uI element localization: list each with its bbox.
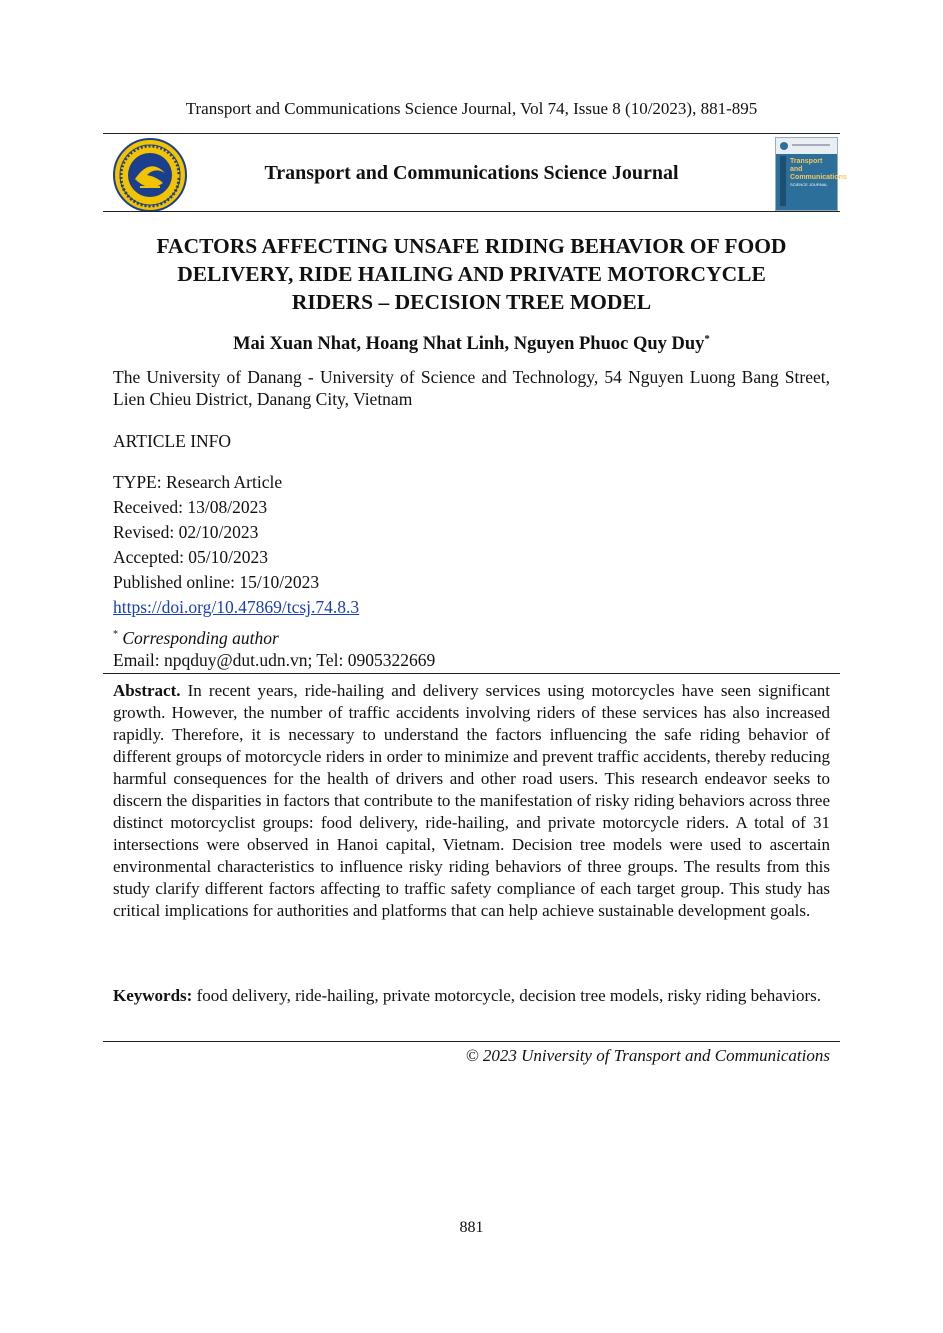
affiliation: The University of Danang - University of Science and Technology, 54 Nguyen Luong Bang Street, Lien Chieu District, Danang City, Vietnam <box>113 367 830 409</box>
contact-email: Email: npqduy@dut.udn.vn; Tel: 0905322669 <box>113 650 436 670</box>
journal-title: Transport and Communications Science Journal <box>264 162 679 184</box>
article-type: TYPE: Research Article <box>113 472 283 492</box>
abstract <box>113 680 830 922</box>
abstract-text: In recent years, ride-hailing and delivery services using motorcycles have seen significant growth. However, the number of traffic accidents involving riders of these services has also increased rapidly. Therefore, it is necessary to understand the factors influencing the safe riding behavior of different groups of motorcycle riders in order to minimize and prevent traffic accidents, thereby reducing harmful consequences for the health of drivers and other road users. This research endeavor seeks to discern the disparities in factors that contribute to the manifestation of risky riding behaviors across three distinct motorcyclist groups: food delivery, ride-hailing, and private motorcycle riders. A total of 31 intersections were observed in Hanoi capital, Vietnam. Decision tree models were used to ascertain environmental characteristics to influence risky riding behaviors of three groups. The results from this study clarify different factors affecting to traffic safety compliance of each target group. This study has critical implications for authorities and platforms that can help achieve sustainable development goals. <box>113 681 830 920</box>
abstract-label: Abstract. <box>113 681 181 700</box>
article-info-heading: ARTICLE INFO <box>113 431 232 451</box>
author-names: Mai Xuan Nhat, Hoang Nhat Linh, Nguyen Phuoc Quy Duy <box>233 334 705 355</box>
page-number: 881 <box>459 1219 484 1236</box>
keywords-text: food delivery, ride-hailing, private motorcycle, decision tree models, risky riding behaviors. <box>196 986 821 1005</box>
published-date: Published online: 15/10/2023 <box>113 572 320 592</box>
corresponding-mark: * <box>704 333 710 345</box>
cover-title: Transport and Communications <box>790 158 847 181</box>
corr-label: Corresponding author <box>118 627 279 648</box>
header-bottom-rule <box>103 211 840 212</box>
abstract-top-rule <box>103 673 840 674</box>
paper-title <box>0 232 943 316</box>
accepted-date: Accepted: 05/10/2023 <box>113 547 269 567</box>
abstract-bottom-rule <box>103 1041 840 1042</box>
running-head: Transport and Communications Science Journal, Vol 74, Issue 8 (10/2023), 881-895 <box>185 99 758 118</box>
header-top-rule <box>103 133 840 134</box>
corresponding-author-note <box>113 624 279 649</box>
paper-title-line-3: RIDERS – DECISION TREE MODEL <box>291 290 652 314</box>
author-list <box>0 333 943 355</box>
keywords-label: Keywords: <box>113 986 193 1005</box>
keywords <box>113 985 830 1007</box>
received-date: Received: 13/08/2023 <box>113 497 268 517</box>
revised-date: Revised: 02/10/2023 <box>113 522 259 542</box>
copyright-notice: © 2023 University of Transport and Communications <box>465 1046 830 1065</box>
doi-link[interactable]: https://doi.org/10.47869/tcsj.74.8.3 <box>113 597 360 617</box>
paper-title-line-1: FACTORS AFFECTING UNSAFE RIDING BEHAVIOR OF FOOD <box>156 234 787 258</box>
paper-title-line-2: DELIVERY, RIDE HAILING AND PRIVATE MOTORCYCLE <box>177 262 766 286</box>
journal-cover-thumbnail <box>775 137 847 211</box>
corr-mark: * <box>113 629 118 640</box>
cover-subtitle: SCIENCE JOURNAL <box>790 182 828 187</box>
